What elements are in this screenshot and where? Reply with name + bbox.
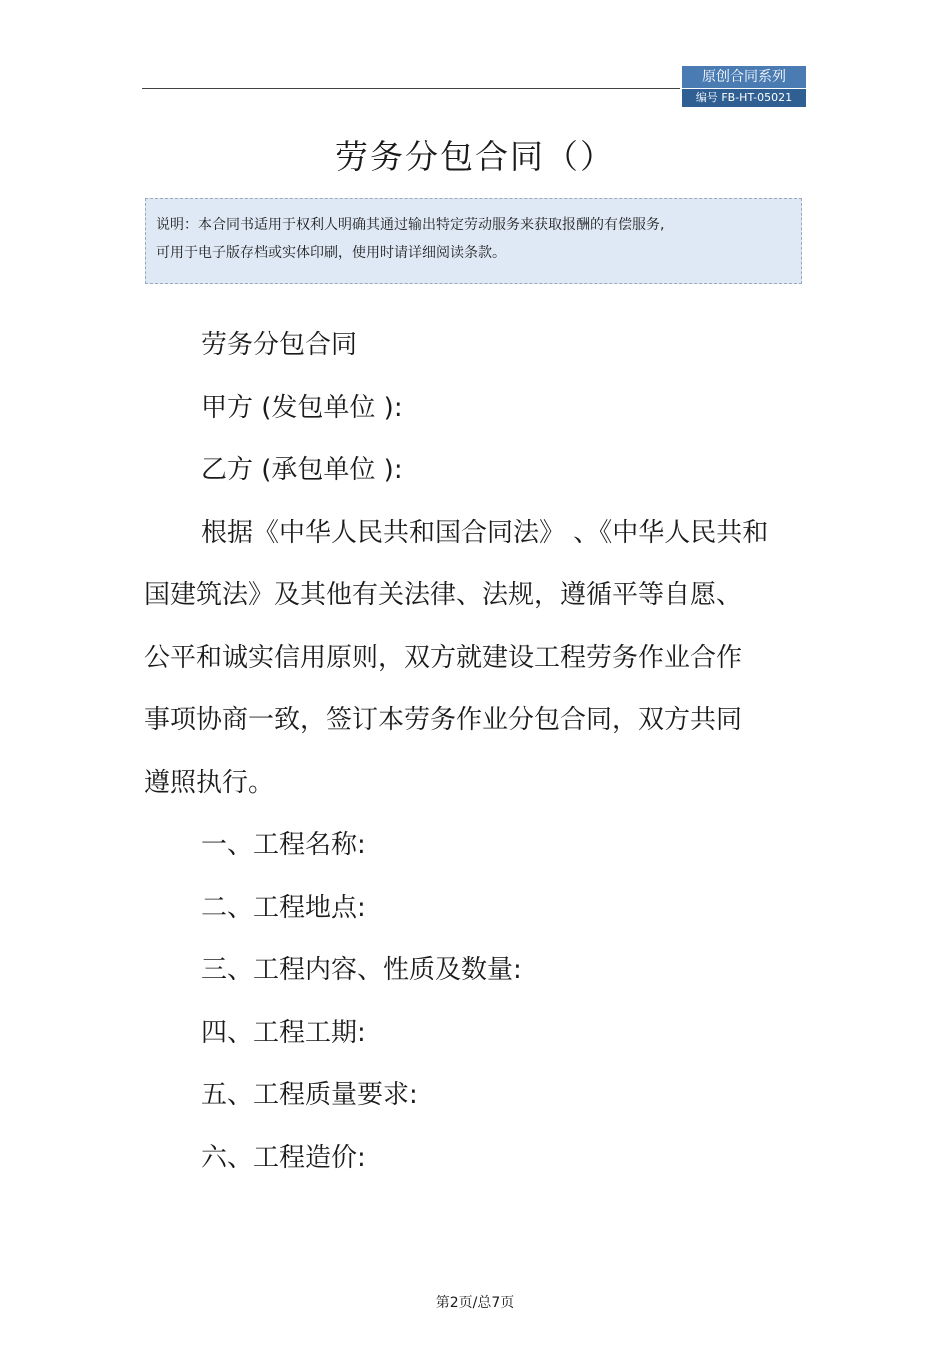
document-title: 劳务分包合同（） [335,137,615,176]
party-b-line: 乙方 (承包单位 ): [201,455,403,485]
party-a-line: 甲方 (发包单位 ): [201,392,403,423]
series-code: 编号 FB-HT-05021 [682,89,806,107]
paragraph-line: 根据《中华人民共和国合同法》 、《中华人民共和 [201,517,769,548]
page-number: 第2页/总7页 [435,1295,515,1311]
header-rule [142,88,680,89]
clause-item: 二、工程地点: [201,892,366,923]
clause-item: 五、工程质量要求: [201,1080,418,1110]
paragraph-line: 事项协商一致，签订本劳务作业分包合同，双方共同 [144,705,743,735]
contract-heading: 劳务分包合同 [201,330,358,360]
clause-item: 六、工程造价: [201,1142,366,1173]
usage-note [145,198,802,284]
clause-item: 三、工程内容、性质及数量: [201,955,522,985]
usage-note-line-2: 可用于电子版存档或实体印刷，使用时请详细阅读条款。 [156,245,506,261]
clause-item: 一、工程名称: [201,830,366,860]
contract-body [144,314,804,1189]
clause-item: 四、工程工期: [201,1017,366,1048]
paragraph-line: 公平和诚实信用原则，双方就建设工程劳务作业合作 [144,642,743,673]
paragraph-line: 国建筑法》及其他有关法律、法规，遵循平等自愿、 [144,580,743,610]
series-name: 原创合同系列 [682,66,806,89]
paragraph-line: 遵照执行。 [144,767,275,798]
usage-note-line-1: 说明：本合同书适用于权利人明确其通过输出特定劳动服务来获取报酬的有偿服务, [156,217,665,233]
series-badge [682,66,806,107]
